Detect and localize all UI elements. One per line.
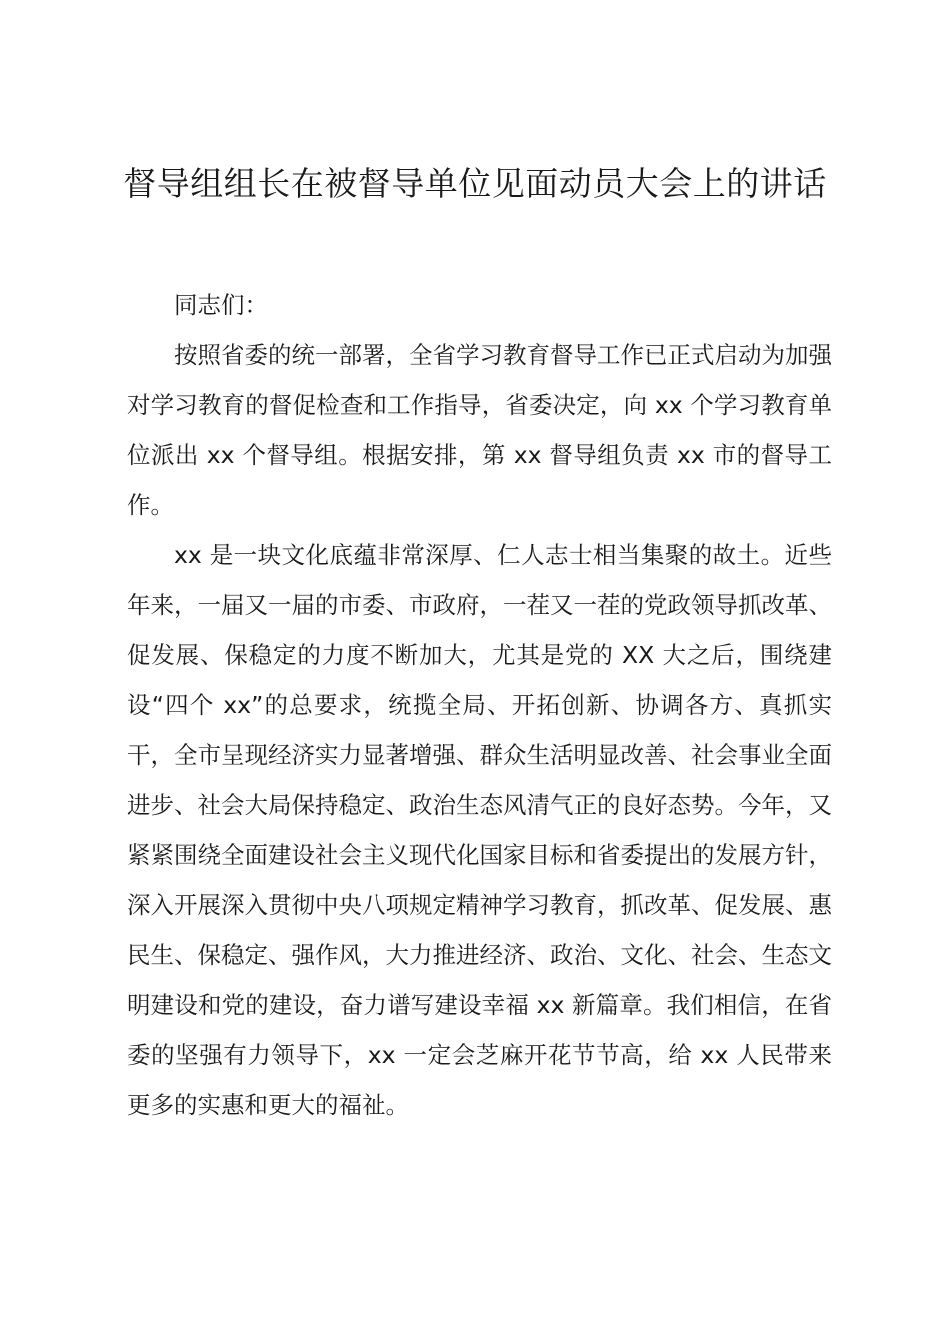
document-title: 督导组组长在被督导单位见面动员大会上的讲话 <box>123 164 827 203</box>
salutation: 同志们： <box>174 291 268 319</box>
document-body <box>127 280 832 1130</box>
paragraph-2: xx 是一块文化底蕴非常深厚、仁人志士相当集聚的故土。近些年来，一届又一届的市委、市政府，一茬又一茬的党政领导抓改革、促发展、保稳定的力度不断加大，尤其是党的 XX 大之后，围绕建设“四个 xx”的总要求，统揽全局、开拓创新、协调各方、真抓实干，全市呈现经济实力显著增强、群众生活明显改善、社会事业全面进步、社会大局保持稳定、政治生态风清气正的良好态势。今年，又紧紧围绕全面建设社会主义现代化国家目标和省委提出的发展方针，深入开展深入贯彻中央八项规定精神学习教育，抓改革、促发展、惠民生、保稳定、强作风，大力推进经济、政治、文化、社会、生态文明建设和党的建设，奋力谱写建设幸福 xx 新篇章。我们相信，在省委的坚强有力领导下，xx 一定会芝麻开花节节高，给 xx 人民带来更多的实惠和更大的福祉。 <box>127 541 832 1119</box>
paragraph-1: 按照省委的统一部署，全省学习教育督导工作已正式启动为加强对学习教育的督促检查和工作指导，省委决定，向 xx 个学习教育单位派出 xx 个督导组。根据安排，第 xx 督导组负责 xx 市的督导工作。 <box>127 341 832 519</box>
